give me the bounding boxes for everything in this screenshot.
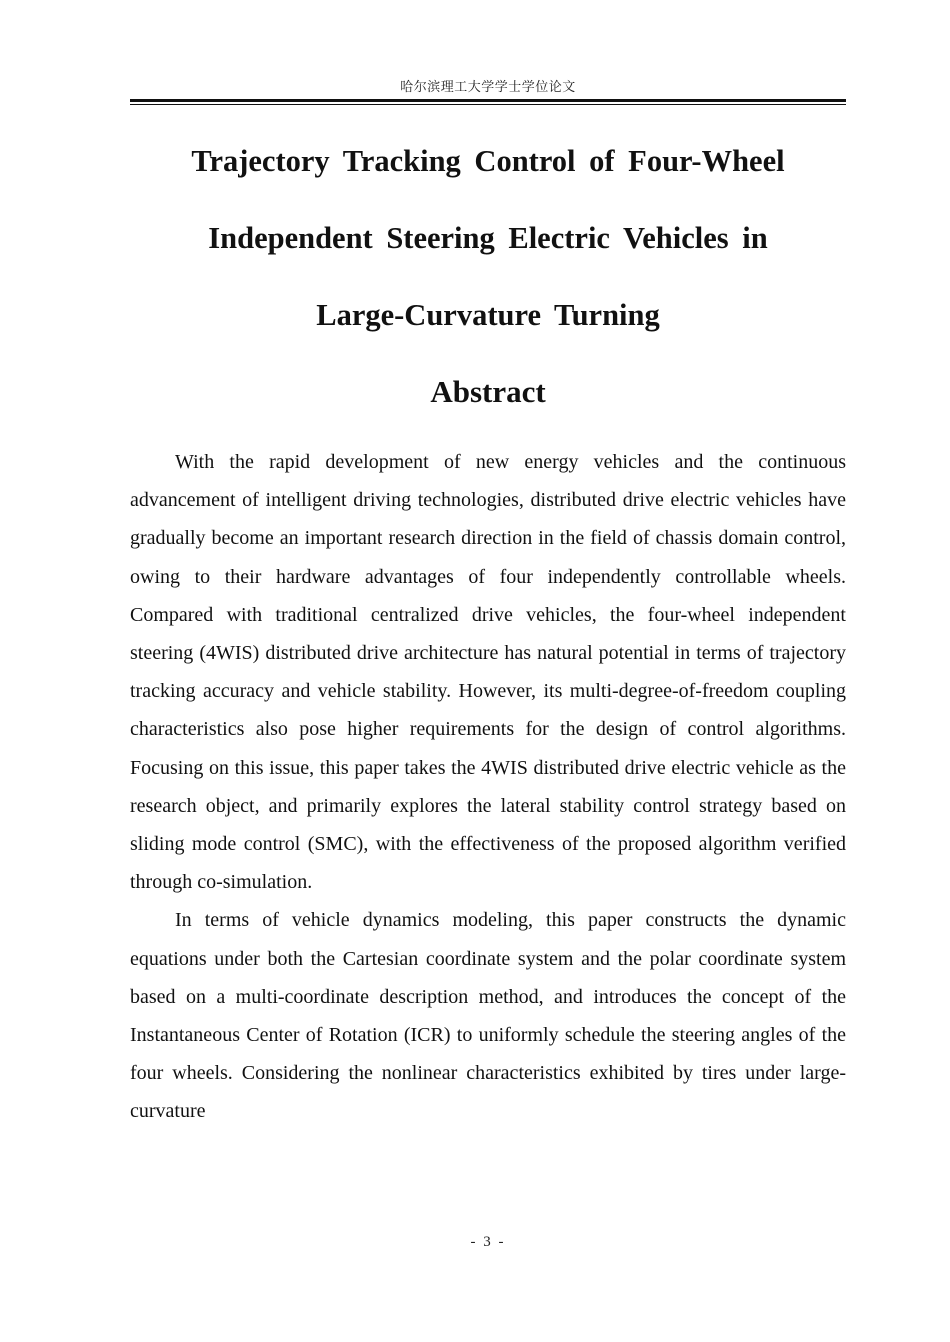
abstract-paragraph-1: With the rapid development of new energy vehicles and the continuous advancement of intelligent driving technologies, distributed drive electric vehicles have gradually become an important research direction in the field of chassis domain control, owing to their hardware advantages of four independently controllable wheels. Compared with traditional centralized drive vehicles, the four-wheel independent steering (4WIS) distributed drive architecture has natural potential in terms of trajectory tracking accuracy and vehicle stability. However, its multi-degree-of-freedom coupling characteristics also pose higher requirements for the design of control algorithms. Focusing on this issue, this paper takes the 4WIS distributed drive electric vehicle as the research object, and primarily explores the lateral stability control strategy based on sliding mode control (SMC), with the effectiveness of the proposed algorithm verified through co-simulation.	[130, 451, 846, 894]
abstract-heading: Abstract	[430, 374, 546, 409]
header-rule-thin	[130, 104, 846, 105]
running-header: 哈尔滨理工大学学士学位论文	[400, 80, 576, 95]
abstract-body	[130, 443, 846, 1131]
thesis-title-line-1: Trajectory Tracking Control of Four-Wheel	[191, 144, 785, 178]
abstract-paragraph-2: In terms of vehicle dynamics modeling, this paper constructs the dynamic equations under both the Cartesian coordinate system and the polar coordinate system based on a multi-coordinate description method, and introduces the concept of the Instantaneous Center of Rotation (ICR) to uniformly schedule the steering angles of the four wheels. Considering the nonlinear characteristics exhibited by tires under large-curvature	[130, 909, 846, 1123]
thesis-title-line-3: Large-Curvature Turning	[316, 298, 660, 332]
header-rule-thick	[130, 99, 846, 102]
page-number: - 3 -	[470, 1234, 506, 1250]
thesis-title	[130, 123, 846, 354]
thesis-title-line-2: Independent Steering Electric Vehicles in	[208, 221, 768, 255]
